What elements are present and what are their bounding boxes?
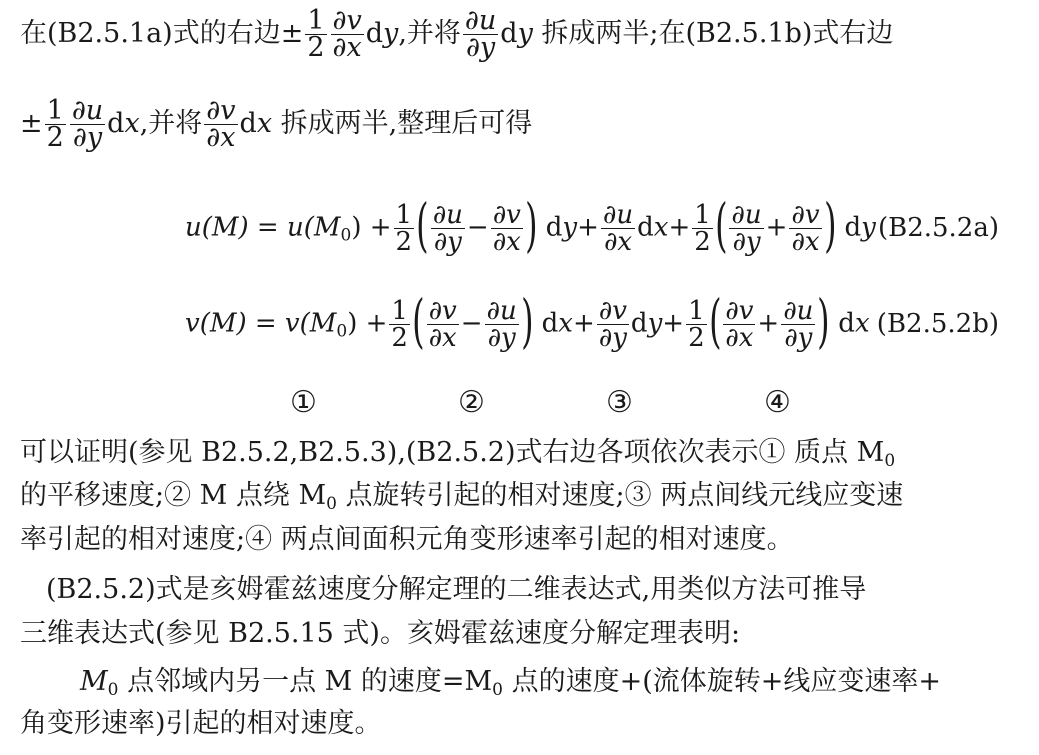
fraction-du-dy: $\frac{\partial u}{\partial y}$ [464,5,497,63]
para4-line1: $M_0$ 点邻域内另一点 M 的速度$=M_0$ 点的速度+(流体旋转+线应变速率+ [80,666,941,700]
equation-b-lhs: v(M) = v(M [185,308,337,339]
marker-3: ③ [606,385,633,420]
fraction-dv-dx: $\frac{\partial v}{\partial x}$ [206,95,236,153]
para1-text-b: d [365,18,384,49]
equation-b-tag: (B2.5.2b) [876,309,999,339]
fraction-half: $\frac{1}{2}$ [307,5,325,63]
para3-line2: 三维表达式(参见 B2.5.15 式)。亥姆霍兹速度分解定理表明: [20,618,741,649]
para4-line2: 角变形速率)引起的相对速度。 [20,708,382,739]
para1-line2-text-d: d [239,108,257,139]
para1-text-d: d [500,18,518,49]
para1-text-e: 拆成两半;在(B2.5.1b)式右边 [532,18,894,49]
fraction-half: $\frac{1}{2}$ [46,95,64,153]
equation-a-tag: (B2.5.2a) [877,213,999,243]
equation-b: $v(M) = v(M_0)$ + $\frac{1}{2}$ ( $\frac{\partial v}{\partial x}$ − $\frac{\partial u}{\partial y}$ ) dx+ $\frac{\partial v}{\partial y}$ dy+ $\frac{1}{2}$ ( $\frac{\partial v}{\partial x}$ + $\frac{\partial u}{\partial y}$ ) dx [185,286,870,355]
fraction-du-dy: $\frac{\partial u}{\partial y}$ [71,95,104,153]
fraction-dv-dx: $\frac{\partial v}{\partial x}$ [332,5,362,63]
para1-text-c: ,并将 [398,18,461,49]
para1-line2-text-e: 拆成两半,整理后可得 [272,108,533,139]
para1-line2: ± $\frac{1}{2}$ $\frac{\partial u}{\partial y}$ dx,并将 $\frac{\partial v}{\partial x}$ dx 拆成两半,整理后可得 [20,95,533,153]
right-paren: ) [524,190,538,259]
marker-4: ④ [764,385,791,420]
marker-2: ② [458,385,485,420]
para1-line2-text-c: ,并将 [139,108,203,139]
para1-line1: 在(B2.5.1a)式的右边± $\frac{1}{2}$ $\frac{\partial v}{\partial x}$ dy,并将 $\frac{\partial u}{\partial y}$ dy 拆成两半;在(B2.5.1b)式右边 [20,5,894,63]
para1-text-a: 在(B2.5.1a)式的右边± [20,18,304,49]
marker-1: ① [290,385,317,420]
para2-line1: 可以证明(参见 B2.5.2,B2.5.3),(B2.5.2)式右边各项依次表示① 质点 $M_0$ [20,437,896,471]
para2-line2: 的平移速度;② M 点绕 $M_0$ 点旋转引起的相对速度;③ 两点间线元线应变速 [20,480,904,514]
equation-a-lhs: u(M) = u(M [185,212,341,243]
left-paren: ( [416,190,429,259]
para3-line1: (B2.5.2)式是亥姆霍兹速度分解定理的二维表达式,用类似方法可推导 [46,574,867,605]
equation-a: $u(M) = u(M_0)$ + $\frac{1}{2}$ ( $\frac{\partial u}{\partial y}$ − $\frac{\partial v}{\partial x}$ ) dy+ $\frac{\partial u}{\partial x}$ dx+ $\frac{1}{2}$ ( $\frac{\partial u}{\partial y}$ + $\frac{\partial v}{\partial x}$ ) dy [185,190,876,259]
para2-line3: 率引起的相对速度;④ 两点间面积元角变形速率引起的相对速度。 [20,524,794,555]
para1-line2-text-b: d [107,108,125,139]
para1-line2-text-a: ± [20,108,43,139]
